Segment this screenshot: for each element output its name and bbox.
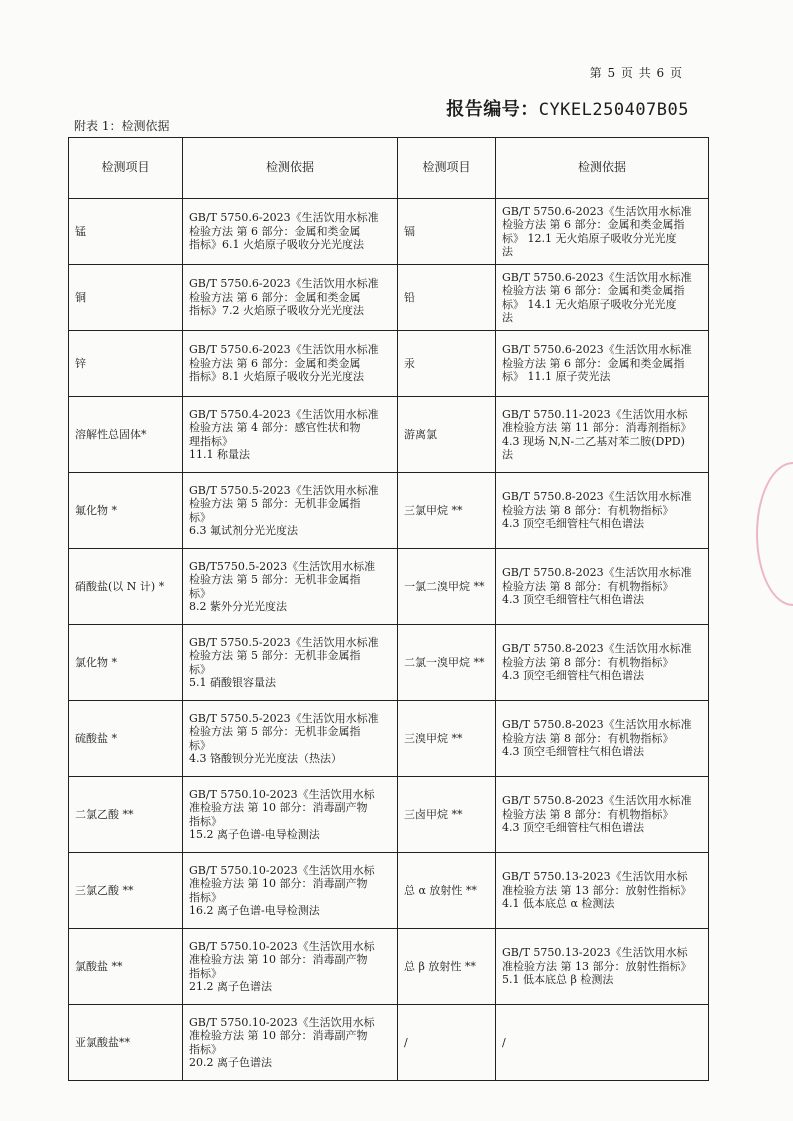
header-test-basis-right: 检测依据 [496, 138, 709, 199]
test-basis: GB/T 5750.5-2023《生活饮用水标准 检验方法 第 5 部分：无机非金属指 标》 5.1 硝酸银容量法 [183, 625, 398, 701]
table-row [69, 777, 709, 853]
test-basis: GB/T 5750.6-2023《生活饮用水标准 检验方法 第 6 部分：金属和类金属指 标》 12.1 无火焰原子吸收分光光度 法 [496, 199, 709, 265]
test-basis: GB/T 5750.8-2023《生活饮用水标准 检验方法 第 8 部分：有机物指标》 4.3 顶空毛细管柱气相色谱法 [496, 777, 709, 853]
table-row [69, 397, 709, 473]
test-basis: GB/T 5750.10-2023《生活饮用水标 准检验方法 第 10 部分：消毒副产物 指标》 15.2 离子色谱-电导检测法 [183, 777, 398, 853]
test-item: 三氯甲烷 ** [398, 473, 496, 549]
test-item: 亚氯酸盐** [69, 1005, 183, 1081]
test-basis: GB/T 5750.4-2023《生活饮用水标准 检验方法 第 4 部分：感官性状和物 理指标》 11.1 称量法 [183, 397, 398, 473]
test-basis: GB/T 5750.13-2023《生活饮用水标 准检验方法 第 13 部分：放射性指标》 4.1 低本底总 α 检测法 [496, 853, 709, 929]
table-row [69, 853, 709, 929]
test-basis: GB/T 5750.10-2023《生活饮用水标 准检验方法 第 10 部分：消毒副产物 指标》 20.2 离子色谱法 [183, 1005, 398, 1081]
test-basis: GB/T 5750.6-2023《生活饮用水标准 检验方法 第 6 部分：金属和类金属 指标》7.2 火焰原子吸收分光光度法 [183, 265, 398, 331]
test-basis: GB/T 5750.8-2023《生活饮用水标准 检验方法 第 8 部分：有机物指标》 4.3 顶空毛细管柱气相色谱法 [496, 473, 709, 549]
test-basis: GB/T 5750.10-2023《生活饮用水标 准检验方法 第 10 部分：消毒副产物 指标》 21.2 离子色谱法 [183, 929, 398, 1005]
test-basis: GB/T 5750.8-2023《生活饮用水标准 检验方法 第 8 部分：有机物指标》 4.3 顶空毛细管柱气相色谱法 [496, 625, 709, 701]
test-item: 镉 [398, 199, 496, 265]
test-item: 锌 [69, 331, 183, 397]
test-item: 硝酸盐(以 N 计) * [69, 549, 183, 625]
test-basis: GB/T5750.5-2023《生活饮用水标准 检验方法 第 5 部分：无机非金属指 标》 8.2 紫外分光光度法 [183, 549, 398, 625]
report-number-value: CYKEL250407B05 [538, 100, 689, 120]
table-row [69, 625, 709, 701]
table-row [69, 929, 709, 1005]
header-test-item-left: 检测项目 [69, 138, 183, 199]
test-basis: GB/T 5750.10-2023《生活饮用水标 准检验方法 第 10 部分：消毒副产物 指标》 16.2 离子色谱-电导检测法 [183, 853, 398, 929]
test-item: 三氯乙酸 ** [69, 853, 183, 929]
test-basis: GB/T 5750.6-2023《生活饮用水标准 检验方法 第 6 部分：金属和类金属指 标》 11.1 原子荧光法 [496, 331, 709, 397]
test-item: 锰 [69, 199, 183, 265]
test-basis: GB/T 5750.8-2023《生活饮用水标准 检验方法 第 8 部分：有机物指标》 4.3 顶空毛细管柱气相色谱法 [496, 549, 709, 625]
test-item: 一氯二溴甲烷 ** [398, 549, 496, 625]
test-item: 总 α 放射性 ** [398, 853, 496, 929]
test-item: 三溴甲烷 ** [398, 701, 496, 777]
test-basis: GB/T 5750.13-2023《生活饮用水标 准检验方法 第 13 部分：放射性指标》 5.1 低本底总 β 检测法 [496, 929, 709, 1005]
header-test-basis-left: 检测依据 [183, 138, 398, 199]
test-item: 溶解性总固体* [69, 397, 183, 473]
test-item: 铜 [69, 265, 183, 331]
test-item: 二氯乙酸 ** [69, 777, 183, 853]
page-number: 第 5 页 共 6 页 [589, 66, 683, 80]
test-basis: GB/T 5750.11-2023《生活饮用水标 准检验方法 第 11 部分：消毒剂指标》 4.3 现场 N,N-二乙基对苯二胺(DPD) 法 [496, 397, 709, 473]
test-basis: GB/T 5750.8-2023《生活饮用水标准 检验方法 第 8 部分：有机物指标》 4.3 顶空毛细管柱气相色谱法 [496, 701, 709, 777]
test-item: 游离氯 [398, 397, 496, 473]
test-item: / [398, 1005, 496, 1081]
report-number-label: 报告编号： [446, 99, 539, 120]
test-basis: GB/T 5750.6-2023《生活饮用水标准 检验方法 第 6 部分：金属和类金属指 标》 14.1 无火焰原子吸收分光光度 法 [496, 265, 709, 331]
test-basis: GB/T 5750.6-2023《生活饮用水标准 检验方法 第 6 部分：金属和类金属 指标》8.1 火焰原子吸收分光光度法 [183, 331, 398, 397]
report-number [446, 95, 689, 121]
table-row [69, 199, 709, 265]
table-row [69, 473, 709, 549]
test-basis-table [68, 137, 709, 1081]
header-test-item-right: 检测项目 [398, 138, 496, 199]
test-basis: GB/T 5750.5-2023《生活饮用水标准 检验方法 第 5 部分：无机非金属指 标》 6.3 氟试剂分光光度法 [183, 473, 398, 549]
test-basis: / [496, 1005, 709, 1081]
test-item: 氯酸盐 ** [69, 929, 183, 1005]
test-item: 二氯一溴甲烷 ** [398, 625, 496, 701]
test-item: 铅 [398, 265, 496, 331]
test-item: 硫酸盐 * [69, 701, 183, 777]
table-row [69, 1005, 709, 1081]
test-item: 氯化物 * [69, 625, 183, 701]
test-basis: GB/T 5750.6-2023《生活饮用水标准 检验方法 第 6 部分：金属和类金属 指标》6.1 火焰原子吸收分光光度法 [183, 199, 398, 265]
seal-stamp-icon [756, 462, 793, 606]
test-item: 三卤甲烷 ** [398, 777, 496, 853]
test-basis: GB/T 5750.5-2023《生活饮用水标准 检验方法 第 5 部分：无机非金属指 标》 4.3 铬酸钡分光光度法（热法） [183, 701, 398, 777]
table-caption: 附表 1：检测依据 [74, 119, 170, 133]
table-row [69, 549, 709, 625]
table-row [69, 701, 709, 777]
test-item: 总 β 放射性 ** [398, 929, 496, 1005]
test-item: 汞 [398, 331, 496, 397]
test-item: 氟化物 * [69, 473, 183, 549]
table-row [69, 331, 709, 397]
table-header-row [69, 138, 709, 199]
table-row [69, 265, 709, 331]
